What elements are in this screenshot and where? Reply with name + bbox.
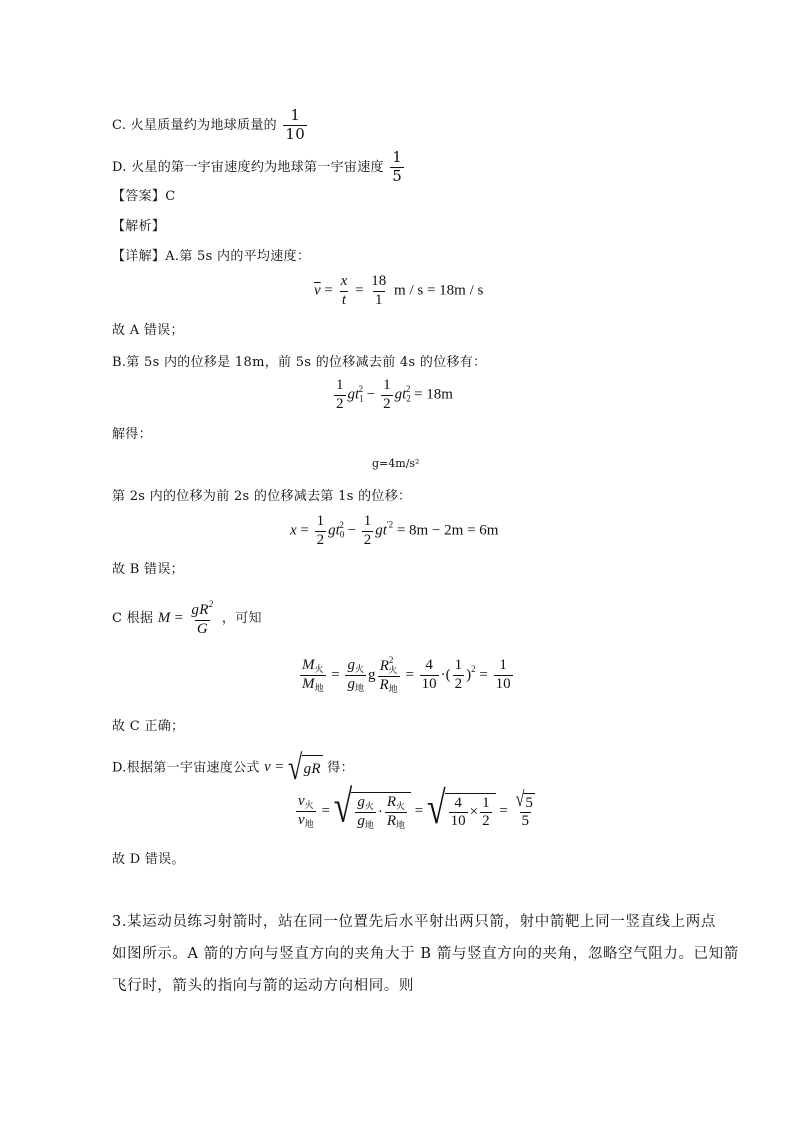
g-value: g=4m/s² (372, 457, 420, 470)
option-d (112, 150, 406, 185)
d-text: D.根据第一宇宙速度公式 v = √ gR 得： (112, 747, 354, 787)
d-wrong: 故 D 错误。 (112, 852, 185, 867)
equation-displacement: $\frac{1}{2}$ $gt_1^2$ − $\frac{1}{2}$ $gt_2^2 = 18m$ (336, 377, 453, 412)
option-c-text: C. 火星质量约为地球质量的 (112, 117, 277, 133)
b-text: B.第 5s 内的位移是 18m，前 5s 的位移减去前 4s 的位移有： (112, 355, 487, 370)
q3-line-2: 如图所示。A 箭的方向与竖直方向的夹角大于 B 箭与竖直方向的夹角，忽略空气阻力。已知箭 (112, 946, 739, 962)
detail-a: 【详解】A.第 5s 内的平均速度： (112, 249, 311, 264)
answer: 【答案】C (112, 189, 176, 204)
option-c (112, 108, 309, 143)
equation-mass-ratio: $\frac{M_火}{M_地}$ = $\frac{g_火}{g_地}$ g $\frac{R^2_火}{R_地}$ = $\frac{4}{10}$ ·( $\frac{1}{2}$ )$^2$ = $\frac{1}{10}$ (302, 655, 511, 695)
second-displacement-text: 第 2s 内的位移为前 2s 的位移减去第 1s 的位移： (112, 489, 412, 504)
analysis-label: 【解析】 (112, 219, 166, 234)
fraction-x-over-t: $\frac{x}{t}$ (340, 273, 348, 308)
q3-line-1: 3.某运动员练习射箭时，站在同一位置先后水平射出两只箭，射中箭靶上同一竖直线上两点 (112, 914, 716, 930)
solve-label: 解得： (112, 427, 152, 442)
equation-velocity-ratio: $\frac{v_火}{v_地}$ = √ $\frac{g_火}{g_地}$ · $\frac{R_火}{R_地}$ = √ $\frac{4}{10}$ × $\frac{1}{2}$ = √ 5 5 (298, 782, 533, 834)
q3-line-3: 飞行时，箭头的指向与箭的运动方向相同。则 (112, 978, 414, 994)
option-c-fraction: $\frac{1}{10}$ (285, 106, 306, 143)
c-text: C 根据 M = $\frac{gR^2}{G}$ ，可知 (112, 599, 262, 637)
fraction-18-over-1: $\frac{18}{1}$ (371, 273, 387, 308)
option-d-fraction: $\frac{1}{5}$ (392, 148, 403, 185)
equation-second-displacement: x = $\frac{1}{2}$ $gt_0^2$ − $\frac{1}{2}$ $gt^{'2} = 8m - 2m = 6m$ (290, 513, 499, 548)
a-wrong: 故 A 错误； (112, 323, 184, 338)
b-wrong: 故 B 错误； (112, 562, 184, 577)
c-right: 故 C 正确； (112, 719, 185, 734)
option-d-text: D. 火星的第一宇宙速度约为地球第一宇宙速度 (112, 159, 384, 175)
equation-average-velocity: $\overline{v}$ = $\frac{x}{t}$ = $\frac{18}{1}$ m / s = 18m / s (314, 273, 484, 308)
